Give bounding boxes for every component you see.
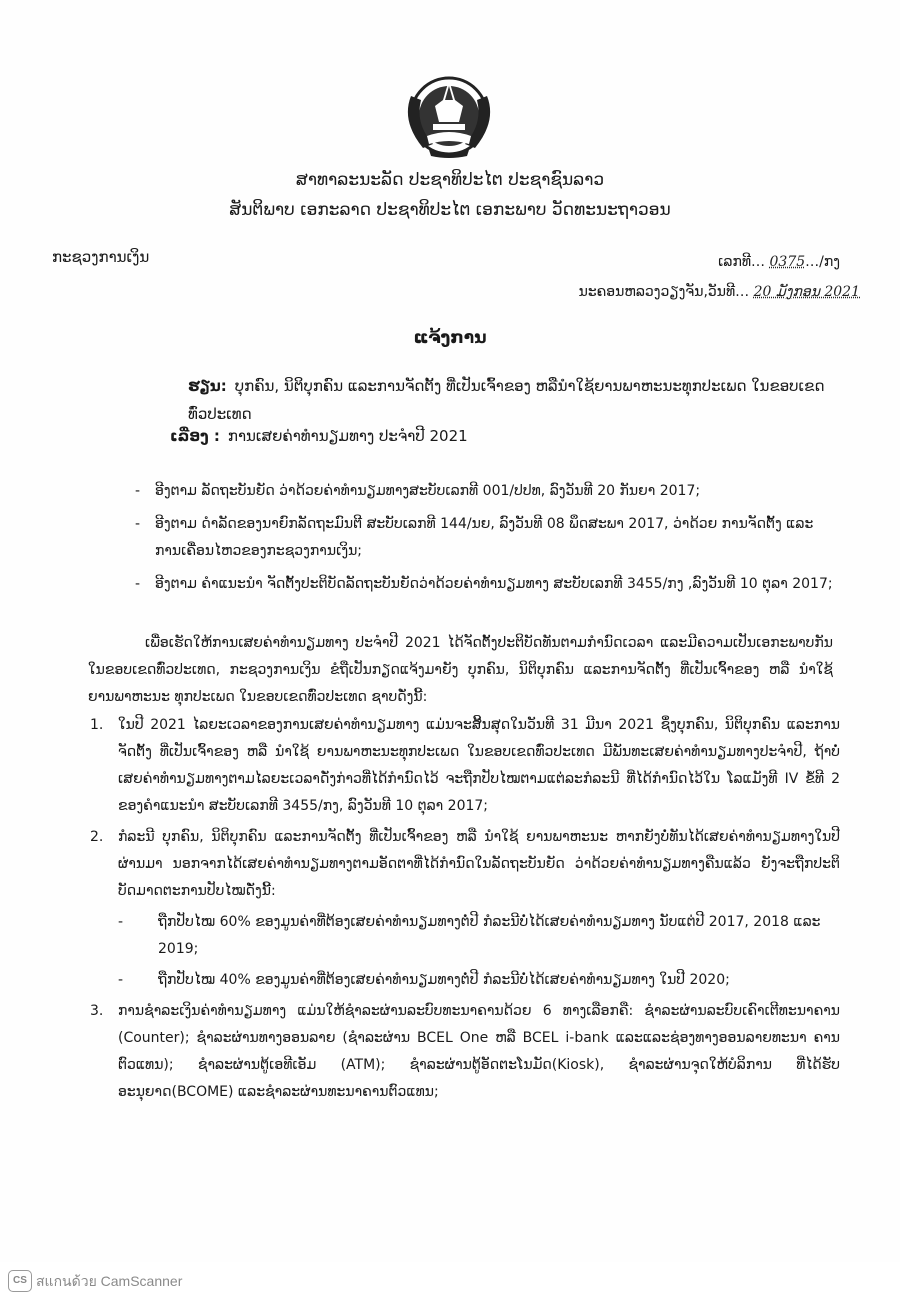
recipient-text: ບຸກຄົນ, ນິຕິບຸກຄົນ ແລະການຈັດຕັ້ງ ທີ່ເປັນເຈົ້າຂອງ ຫລືນຳໃຊ້ຍານພາຫະນະທຸກປະເພດ ໃນຂອບເຂດທົ່ວປະເທດ: [188, 377, 825, 423]
point-item: [90, 998, 840, 1106]
reference-item: - ອີງຕາມ ດຳລັດຂອງນາຍົກລັດຖະມົນຕີ ສະບັບເລກທີ 144/ນຍ, ລົງວັນທີ 08 ພຶດສະພາ 2017, ວ່າດ້ວຍ ການຈັດຕັ້ງ ແລະ ການເຄື່ອນໄຫວຂອງກະຊວງການເງິນ;: [135, 511, 835, 565]
point-item: [90, 712, 840, 820]
recipient-label: ຮຽນ:: [188, 377, 227, 395]
point-text: ກໍລະນີ ບຸກຄົນ, ນິຕິບຸກຄົນ ແລະການຈັດຕັ້ງ ທີ່ເປັນເຈົ້າຂອງ ຫລື ນຳໃຊ້ ຍານພາຫະນະ ຫາກຍັງບໍ່ທັນໄດ້ເສຍຄ່າທຳນຽມທາງໃນປີຜ່ານມາ ນອກຈາກໄດ້ເສຍຄ່າທຳນຽມທາງຕາມອັດຕາທີ່ໄດ້ກຳນົດໃນລັດຖະບັນຍັດ ວ່າດ້ວຍຄ່າທຳນຽມທາງຄືນແລ້ວ ຍັງຈະຖືກປະຕິບັດມາດຕະການປັບໄໝດັ່ງນີ້:: [118, 829, 840, 899]
document-number: ເລກທີ… 0375…/ກງ: [718, 254, 840, 270]
sub-point-item: - ຖືກປັບໄໝ 60% ຂອງມູນຄ່າທີ່ຕ້ອງເສຍຄ່າທຳນຽມທາງຕໍ່ປີ ກໍລະນີບໍ່ໄດ້ເສຍຄ່າທຳນຽມທາງ ນັບແຕ່ປີ 2017, 2018 ແລະ 2019;: [118, 909, 840, 963]
reference-item: - ອີງຕາມ ລັດຖະບັນຍັດ ວ່າດ້ວຍຄ່າທຳນຽມທາງສະບັບເລກທີ 001/ປປທ, ລົງວັນທີ 20 ກັນຍາ 2017;: [135, 478, 835, 505]
date-prefix: ນະຄອນຫລວງວຽງຈັນ,ວັນທີ: [578, 284, 736, 300]
reference-text: ອີງຕາມ ດຳລັດຂອງນາຍົກລັດຖະມົນຕີ ສະບັບເລກທີ 144/ນຍ, ລົງວັນທີ 08 ພຶດສະພາ 2017, ວ່າດ້ວຍ ການຈັດຕັ້ງ ແລະ ການເຄື່ອນໄຫວຂອງກະຊວງການເງິນ;: [155, 516, 814, 559]
intro-paragraph: ເພື່ອເຮັດໃຫ້ການເສຍຄ່າທຳນຽມທາງ ປະຈຳປີ 2021 ໄດ້ຈັດຕັ້ງປະຕິບັດທັນຕາມກຳນົດເວລາ ແລະມີຄວາມເປັນເອກະພາບກັນໃນຂອບເຂດທົ່ວປະເທດ, ກະຊວງການເງິນ ຂໍຖືເປັນກຽດແຈ້ງມາຍັງ ບຸກຄົນ, ນິຕິບຸກຄົນ ແລະການຈັດຕັ້ງ ທີ່ເປັນເຈົ້າຂອງ ຫລື ນຳໃຊ້ຍານພາຫະນະ ທຸກປະເພດ ໃນຂອບເຂດທົ່ວປະເທດ ຊາບດັ່ງນີ້:: [88, 635, 833, 705]
sub-point-text: ຖືກປັບໄໝ 40% ຂອງມູນຄ່າທີ່ຕ້ອງເສຍຄ່າທຳນຽມທາງຕໍ່ປີ ກໍລະນີບໍ່ໄດ້ເສຍຄ່າທຳນຽມທາງ ໃນປີ 2020;: [158, 972, 730, 988]
lao-national-emblem-icon: [393, 66, 505, 158]
references-list: [135, 478, 835, 604]
numbered-points: [90, 712, 840, 1110]
point-number: 2.: [90, 829, 104, 845]
country-name: ສາທາລະນະລັດ ປະຊາທິປະໄຕ ປະຊາຊົນລາວ: [295, 170, 605, 190]
national-motto: ສັນຕິພາບ ເອກະລາດ ປະຊາທິປະໄຕ ເອກະພາບ ວັດທະນະຖາວອນ: [229, 200, 671, 220]
reference-text: ອີງຕາມ ລັດຖະບັນຍັດ ວ່າດ້ວຍຄ່າທຳນຽມທາງສະບັບເລກທີ 001/ປປທ, ລົງວັນທີ 20 ກັນຍາ 2017;: [155, 483, 701, 499]
document-date: ນະຄອນຫລວງວຽງຈັນ,ວັນທີ… 20 ມັງກອນ 2021: [578, 284, 860, 300]
issuing-ministry: ກະຊວງການເງິນ: [52, 248, 150, 266]
point-number: 3.: [90, 1003, 104, 1019]
point-text: ການຊຳລະເງິນຄ່າທຳນຽມທາງ ແມ່ນໃຫ້ຊຳລະຜ່ານລະບົບທະນາຄານດ້ວຍ 6 ທາງເລືອກຄື: ຊຳລະຜ່ານລະບົບເຄົາເຕີທະນາຄານ (Counter); ຊຳລະຜ່ານທາງອອນລາຍ (ຊຳລະຜ່ານ BCEL One ຫລື BCEL i-bank ແລະແລະຊ່ອງທາງອອນລາຍທະນາ ຄານຕົວແທນ); ຊຳລະຜ່ານຕູ້ເອທີເອັມ (ATM); ຊຳລະຜ່ານຕູ້ອັດຕະໂນມັດ(Kiosk), ຊຳລະຜ່ານຈຸດໃຫ້ບໍລິການ ທີ່ໄດ້ຮັບອະນຸຍາດ(BCOME) ແລະຊຳລະຜ່ານທະນາຄານຕົວແທນ;: [118, 1003, 840, 1100]
subject-line: [170, 427, 468, 445]
reference-item: - ອີງຕາມ ຄຳແນະນຳ ຈັດຕັ້ງປະຕິບັດລັດຖະບັນຍັດວ່າດ້ວຍຄ່າທຳນຽມທາງ ສະບັບເລກທີ 3455/ກງ ,ລົງວັນທີ 10 ຕຸລາ 2017;: [135, 571, 835, 598]
camscanner-watermark-text: สแกนด้วย CamScanner: [36, 1273, 183, 1289]
point-item: [90, 824, 840, 905]
subject-label: ເລື່ອງ :: [170, 427, 220, 445]
sub-point-text: ຖືກປັບໄໝ 60% ຂອງມູນຄ່າທີ່ຕ້ອງເສຍຄ່າທຳນຽມທາງຕໍ່ປີ ກໍລະນີບໍ່ໄດ້ເສຍຄ່າທຳນຽມທາງ ນັບແຕ່ປີ 2017, 2018 ແລະ 2019;: [158, 914, 821, 957]
point-number: 1.: [90, 717, 104, 733]
reference-text: ອີງຕາມ ຄຳແນະນຳ ຈັດຕັ້ງປະຕິບັດລັດຖະບັນຍັດວ່າດ້ວຍຄ່າທຳນຽມທາງ ສະບັບເລກທີ 3455/ກງ ,ລົງວັນທີ 10 ຕຸລາ 2017;: [155, 576, 833, 592]
sub-point-item: - ຖືກປັບໄໝ 40% ຂອງມູນຄ່າທີ່ຕ້ອງເສຍຄ່າທຳນຽມທາງຕໍ່ປີ ກໍລະນີບໍ່ໄດ້ເສຍຄ່າທຳນຽມທາງ ໃນປີ 2020;: [118, 967, 840, 994]
number-prefix: ເລກທີ: [718, 254, 752, 270]
number-suffix: /ກງ: [819, 254, 840, 270]
camscanner-logo-icon: CS: [8, 1270, 32, 1292]
date-value: 20 ມັງກອນ 2021: [753, 284, 860, 300]
subject-text: ການເສຍຄ່າທຳນຽມທາງ ປະຈຳປີ 2021: [227, 427, 468, 445]
recipient-block: [188, 372, 828, 428]
number-value: 0375: [769, 254, 806, 270]
point-text: ໃນປີ 2021 ໄລຍະເວລາຂອງການເສຍຄ່າທຳນຽມທາງ ແມ່ນຈະສິ້ນສຸດໃນວັນທີ 31 ມີນາ 2021 ຊຶ່ງບຸກຄົນ, ນິຕິບຸກຄົນ ແລະການຈັດຕັ້ງ ທີ່ເປັນເຈົ້າຂອງ ຫລື ນຳໃຊ້ ຍານພາຫະນະທຸກປະເພດ ໃນຂອບເຂດທົ່ວປະເທດ ມີພັນທະເສຍຄ່າທຳນຽມທາງປະຈຳປີ, ຖ້າບໍ່ເສຍຄ່າທຳນຽມທາງຕາມໄລຍະເວລາດັ່ງກ່າວທີ່ໄດ້ກຳນົດໄວ້ ຈະຖືກປັບໄໝຕາມແຕ່ລະກໍລະນີ ທີ່ໄດ້ກຳນົດໄວ້ໃນ ໂລແມັງທີ IV ຂໍ້ທີ 2 ຂອງຄຳແນະນຳ ສະບັບເລກທີ 3455/ກງ, ລົງວັນທີ 10 ຕຸລາ 2017;: [118, 717, 840, 814]
document-title: ແຈ້ງການ: [413, 328, 487, 348]
